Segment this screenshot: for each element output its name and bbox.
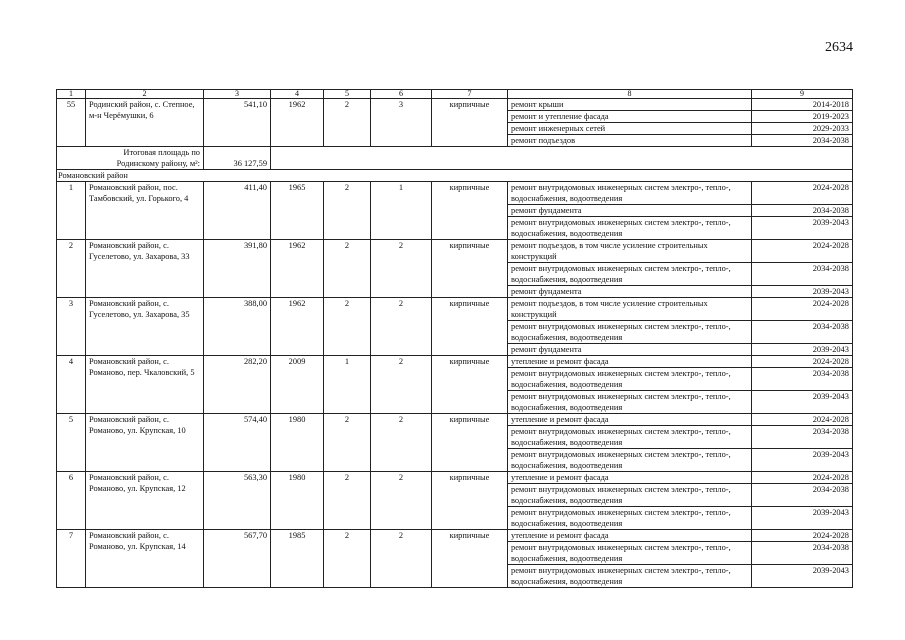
- period-cell: 2024-2028: [752, 298, 853, 321]
- entrances-cell: 3: [371, 99, 432, 147]
- work-type-cell: ремонт внутридомовых инженерных систем электро-, тепло-, водоснабжения, водоотведения: [508, 426, 752, 449]
- year-cell: 1962: [271, 298, 324, 356]
- area-cell: 563,30: [204, 472, 271, 530]
- year-cell: 1962: [271, 99, 324, 147]
- period-cell: 2039-2043: [752, 449, 853, 472]
- column-header: 4: [271, 90, 324, 99]
- address-cell: Романовский район, с. Романово, пер. Чкаловский, 5: [86, 356, 204, 414]
- period-cell: 2034-2038: [752, 205, 853, 217]
- area-cell: 411,40: [204, 182, 271, 240]
- floors-cell: 2: [324, 530, 371, 588]
- table-row: [57, 99, 853, 111]
- row-number: 4: [57, 356, 86, 414]
- material-cell: кирпичные: [432, 530, 508, 588]
- floors-cell: 2: [324, 298, 371, 356]
- period-cell: 2039-2043: [752, 344, 853, 356]
- entrances-cell: 2: [371, 472, 432, 530]
- subtotal-empty: [271, 147, 853, 170]
- year-cell: 1985: [271, 530, 324, 588]
- year-cell: 2009: [271, 356, 324, 414]
- table-row: [57, 530, 853, 542]
- column-header: 9: [752, 90, 853, 99]
- material-cell: кирпичные: [432, 182, 508, 240]
- period-cell: 2024-2028: [752, 356, 853, 368]
- work-type-cell: утепление и ремонт фасада: [508, 472, 752, 484]
- row-number: 6: [57, 472, 86, 530]
- work-type-cell: ремонт фундамента: [508, 205, 752, 217]
- work-type-cell: ремонт подъездов, в том числе усиление строительных конструкций: [508, 298, 752, 321]
- material-cell: кирпичные: [432, 99, 508, 147]
- period-cell: 2039-2043: [752, 286, 853, 298]
- material-cell: кирпичные: [432, 414, 508, 472]
- entrances-cell: 2: [371, 530, 432, 588]
- table-row: [57, 182, 853, 205]
- row-number: 2: [57, 240, 86, 298]
- period-cell: 2029-2033: [752, 123, 853, 135]
- repair-schedule-table: [56, 89, 853, 588]
- work-type-cell: ремонт внутридомовых инженерных систем электро-, тепло-, водоснабжения, водоотведения: [508, 542, 752, 565]
- period-cell: 2034-2038: [752, 368, 853, 391]
- year-cell: 1980: [271, 414, 324, 472]
- district-row: [57, 170, 853, 182]
- period-cell: 2019-2023: [752, 111, 853, 123]
- area-cell: 541,10: [204, 99, 271, 147]
- work-type-cell: ремонт внутридомовых инженерных систем электро-, тепло-, водоснабжения, водоотведения: [508, 182, 752, 205]
- address-cell: Родинский район, с. Степное, м-н Черёмушки, 6: [86, 99, 204, 147]
- floors-cell: 2: [324, 182, 371, 240]
- work-type-cell: ремонт фундамента: [508, 344, 752, 356]
- work-type-cell: ремонт внутридомовых инженерных систем электро-, тепло-, водоснабжения, водоотведения: [508, 217, 752, 240]
- entrances-cell: 2: [371, 298, 432, 356]
- address-cell: Романовский район, с. Романово, ул. Крупская, 10: [86, 414, 204, 472]
- column-header: 7: [432, 90, 508, 99]
- period-cell: 2014-2018: [752, 99, 853, 111]
- period-cell: 2039-2043: [752, 217, 853, 240]
- table-row: [57, 414, 853, 426]
- floors-cell: 2: [324, 414, 371, 472]
- work-type-cell: ремонт внутридомовых инженерных систем электро-, тепло-, водоснабжения, водоотведения: [508, 484, 752, 507]
- column-header: 3: [204, 90, 271, 99]
- area-cell: 388,00: [204, 298, 271, 356]
- work-type-cell: ремонт инженерных сетей: [508, 123, 752, 135]
- area-cell: 391,80: [204, 240, 271, 298]
- work-type-cell: ремонт и утепление фасада: [508, 111, 752, 123]
- page-number: 2634: [825, 40, 853, 55]
- row-number: 55: [57, 99, 86, 147]
- work-type-cell: утепление и ремонт фасада: [508, 530, 752, 542]
- work-type-cell: ремонт внутридомовых инженерных систем электро-, тепло-, водоснабжения, водоотведения: [508, 263, 752, 286]
- work-type-cell: ремонт подъездов: [508, 135, 752, 147]
- period-cell: 2034-2038: [752, 426, 853, 449]
- entrances-cell: 1: [371, 182, 432, 240]
- year-cell: 1980: [271, 472, 324, 530]
- period-cell: 2024-2028: [752, 530, 853, 542]
- address-cell: Романовский район, пос. Тамбовский, ул. Горького, 4: [86, 182, 204, 240]
- period-cell: 2024-2028: [752, 182, 853, 205]
- header-row: [57, 90, 853, 99]
- period-cell: 2034-2038: [752, 263, 853, 286]
- material-cell: кирпичные: [432, 298, 508, 356]
- work-type-cell: ремонт подъездов, в том числе усиление строительных конструкций: [508, 240, 752, 263]
- address-cell: Романовский район, с. Романово, ул. Крупская, 14: [86, 530, 204, 588]
- floors-cell: 2: [324, 99, 371, 147]
- work-type-cell: утепление и ремонт фасада: [508, 414, 752, 426]
- material-cell: кирпичные: [432, 356, 508, 414]
- work-type-cell: ремонт крыши: [508, 99, 752, 111]
- address-cell: Романовский район, с. Романово, ул. Крупская, 12: [86, 472, 204, 530]
- work-type-cell: ремонт фундамента: [508, 286, 752, 298]
- row-number: 3: [57, 298, 86, 356]
- entrances-cell: 2: [371, 356, 432, 414]
- subtotal-row: [57, 147, 853, 170]
- period-cell: 2034-2038: [752, 321, 853, 344]
- area-cell: 282,20: [204, 356, 271, 414]
- period-cell: 2039-2043: [752, 565, 853, 588]
- column-header: 1: [57, 90, 86, 99]
- year-cell: 1962: [271, 240, 324, 298]
- period-cell: 2024-2028: [752, 240, 853, 263]
- material-cell: кирпичные: [432, 472, 508, 530]
- work-type-cell: утепление и ремонт фасада: [508, 356, 752, 368]
- floors-cell: 2: [324, 472, 371, 530]
- subtotal-value: 36 127,59: [204, 147, 271, 170]
- work-type-cell: ремонт внутридомовых инженерных систем электро-, тепло-, водоснабжения, водоотведения: [508, 449, 752, 472]
- area-cell: 567,70: [204, 530, 271, 588]
- work-type-cell: ремонт внутридомовых инженерных систем электро-, тепло-, водоснабжения, водоотведения: [508, 368, 752, 391]
- floors-cell: 2: [324, 240, 371, 298]
- table-row: [57, 356, 853, 368]
- address-cell: Романовский район, с. Гуселетово, ул. Захарова, 33: [86, 240, 204, 298]
- row-number: 5: [57, 414, 86, 472]
- period-cell: 2034-2038: [752, 484, 853, 507]
- table-row: [57, 472, 853, 484]
- period-cell: 2034-2038: [752, 135, 853, 147]
- entrances-cell: 2: [371, 414, 432, 472]
- address-cell: Романовский район, с. Гуселетово, ул. Захарова, 35: [86, 298, 204, 356]
- year-cell: 1965: [271, 182, 324, 240]
- material-cell: кирпичные: [432, 240, 508, 298]
- row-number: 7: [57, 530, 86, 588]
- work-type-cell: ремонт внутридомовых инженерных систем электро-, тепло-, водоснабжения, водоотведения: [508, 391, 752, 414]
- period-cell: 2034-2038: [752, 542, 853, 565]
- area-cell: 574,40: [204, 414, 271, 472]
- floors-cell: 1: [324, 356, 371, 414]
- work-type-cell: ремонт внутридомовых инженерных систем электро-, тепло-, водоснабжения, водоотведения: [508, 321, 752, 344]
- period-cell: 2024-2028: [752, 472, 853, 484]
- period-cell: 2024-2028: [752, 414, 853, 426]
- entrances-cell: 2: [371, 240, 432, 298]
- row-number: 1: [57, 182, 86, 240]
- column-header: 6: [371, 90, 432, 99]
- column-header: 5: [324, 90, 371, 99]
- period-cell: 2039-2043: [752, 391, 853, 414]
- column-header: 8: [508, 90, 752, 99]
- table-body: [57, 90, 853, 588]
- table-row: [57, 298, 853, 321]
- subtotal-label: Итоговая площадь по Родинскому району, м²:: [57, 147, 204, 170]
- column-header: 2: [86, 90, 204, 99]
- work-type-cell: ремонт внутридомовых инженерных систем электро-, тепло-, водоснабжения, водоотведения: [508, 565, 752, 588]
- table-row: [57, 240, 853, 263]
- period-cell: 2039-2043: [752, 507, 853, 530]
- work-type-cell: ремонт внутридомовых инженерных систем электро-, тепло-, водоснабжения, водоотведения: [508, 507, 752, 530]
- district-title: Романовский район: [57, 170, 853, 182]
